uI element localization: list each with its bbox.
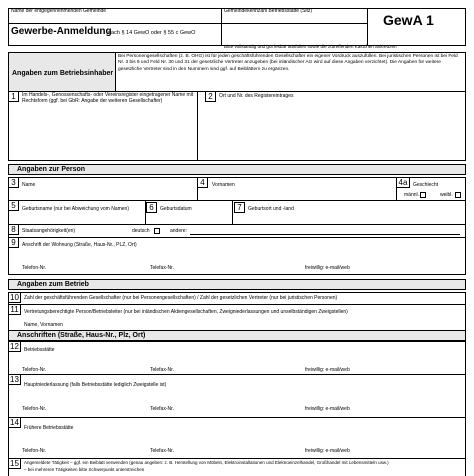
field-9-label: Anschrift der Wohnung (Straße, Haus-Nr., PLZ, Ort) (22, 242, 137, 248)
field-8-label: Staatsangehörigkeit(en) (22, 228, 76, 234)
field-15-label-2: – bei mehreren Tätigkeiten bitte Schwerpunkt unterstreichen (24, 467, 145, 472)
field-7-label: Geburtsort und -land (248, 206, 294, 212)
field-6-label: Geburtsdatum (160, 206, 192, 212)
field-3-label: Name (22, 182, 36, 188)
field-11-number: 11 (8, 304, 21, 315)
municipality-name-label: Name der entgegennehmenden Gemeinde (11, 8, 107, 14)
field-4a-number: 4a (396, 177, 410, 188)
field-2-label: Ort und Nr. des Registereintrages (219, 93, 294, 99)
field-9-phone-label: Telefon-Nr. (22, 265, 47, 271)
section-business: Angaben zum Betrieb (8, 279, 466, 290)
field-12-phone-label: Telefon-Nr. (22, 367, 47, 373)
field-4-number: 4 (197, 177, 208, 188)
field-13-fax-label: Telefax-Nr. (150, 406, 174, 412)
field-5-number: 5 (8, 200, 19, 211)
field-2-number: 2 (205, 91, 216, 102)
field-12-number: 12 (8, 341, 21, 352)
field-12-fax-label: Telefax-Nr. (150, 367, 174, 373)
field-15-number: 15 (8, 458, 21, 469)
field-14-email-label: freiwillig: e-mail/web (305, 448, 350, 454)
field-8-box[interactable] (8, 224, 466, 238)
field-13-number: 13 (8, 374, 21, 385)
field-13-box[interactable] (8, 374, 466, 418)
field-14-number: 14 (8, 417, 21, 428)
field-13-label: Hauptniederlassung (falls Betriebsstätte lediglich Zweigstelle ist) (24, 382, 167, 388)
field-1-label: Im Handels-, Genossenschafts- oder Vereinsregister eingetragener Name mit Rechtsform (ggf. bei GbR: Angabe der weiteren Gesellschafter) (22, 92, 194, 104)
field-4-box[interactable] (197, 177, 397, 201)
field-14-label: Frühere Betriebsstätte (24, 425, 74, 431)
gender-male-checkbox[interactable] (420, 192, 426, 198)
field-1-number: 1 (8, 91, 19, 102)
form-instruction: Bitte vollständig und gut lesbar ausfüllen sowie die zutreffenden Kästchen ankreuzen (224, 44, 397, 49)
field-12-box[interactable] (8, 341, 466, 375)
nationality-other-line (190, 234, 460, 235)
instruction-box (221, 23, 368, 46)
field-13-phone-label: Telefon-Nr. (22, 406, 47, 412)
section-addresses: Anschriften (Straße, Haus-Nr., Plz, Ort) (8, 330, 466, 341)
gender-female-checkbox[interactable] (455, 192, 461, 198)
field-10-label: Zahl der geschäftsführenden Gesellschafter (nur bei Personengesellschaften) / Zahl der gesetzlichen Vertreter (nur bei juristischen Personen) (24, 295, 338, 301)
owner-section-note: Bei Personengesellschaften (z. B. OHG) ist für jeden geschäftsführenden Gesellschafter ein eigener Vordruck auszufüllen. Bei juristischen Personen ist bei Feld Nr. 3 bis 9 und Feld Nr. 30 und 31 der gesetzliche Vertreter anzugeben (bei inländischer AG wird auf diese Angaben verzichtet). Die Angaben für weitere gesetzliche Vertreter sind in den Nummern sind ggf. auf Beiblättern zu ergänzen. (118, 54, 458, 72)
gender-male-label: männl. (404, 192, 420, 198)
field-4-label: Vornamen (212, 182, 235, 188)
field-6-number: 6 (146, 202, 157, 213)
owner-section-label: Angaben zum Betriebsinhaber (12, 70, 114, 77)
field-8-number: 8 (8, 224, 19, 235)
field-3-number: 3 (8, 177, 19, 188)
field-9-number: 9 (8, 237, 19, 248)
nationality-other-label: andere: (170, 228, 187, 234)
field-10-number: 10 (8, 292, 21, 303)
field-7-number: 7 (234, 202, 245, 213)
field-12-label: Betriebsstätte (24, 347, 55, 353)
field-9-email-label: freiwillig: e-mail/web (305, 265, 350, 271)
nationality-german-checkbox[interactable] (154, 228, 160, 234)
field-14-box[interactable] (8, 417, 466, 459)
gender-female-label: weibl. (440, 192, 453, 198)
field-14-fax-label: Telefax-Nr. (150, 448, 174, 454)
field-13-email-label: freiwillig: e-mail/web (305, 406, 350, 412)
field-3-box[interactable] (8, 177, 198, 201)
field-15-label: Angemeldete Tätigkeit – ggf. ein Beiblatt verwenden (genau angeben: z. B. Herstellung von Möbeln, Elektroinstallationen und Elektroeinzelhandel, Großhandel mit Lebensmitteln usw.) (24, 460, 389, 465)
field-2-box[interactable] (197, 91, 466, 161)
field-4a-label: Geschlecht (413, 182, 439, 188)
field-9-fax-label: Telefax-Nr. (150, 265, 174, 271)
nationality-german-label: deutsch (132, 228, 150, 234)
form-code: GewA 1 (383, 12, 434, 28)
field-11-label: Vertretungsberechtigte Person/Betriebsleiter (nur bei inländischen Aktiengesellschaften, Zweigniederlassungen und unselbständigen Zweigstellen) (24, 309, 348, 315)
municipality-code-label: Gemeindekennzahl Betriebsstätte (Sitz) (224, 8, 313, 14)
section-person: Angaben zur Person (8, 164, 466, 175)
form-title-suffix: nach § 14 GewO oder § 55 c GewO (108, 30, 196, 36)
form-title: Gewerbe-Anmeldung (11, 26, 112, 37)
field-11-sublabel: Name, Vornamen (24, 322, 63, 328)
field-14-phone-label: Telefon-Nr. (22, 448, 47, 454)
field-12-email-label: freiwillig: e-mail/web (305, 367, 350, 373)
field-5-label: Geburtsname (nur bei Abweichung vom Namen) (22, 206, 129, 212)
